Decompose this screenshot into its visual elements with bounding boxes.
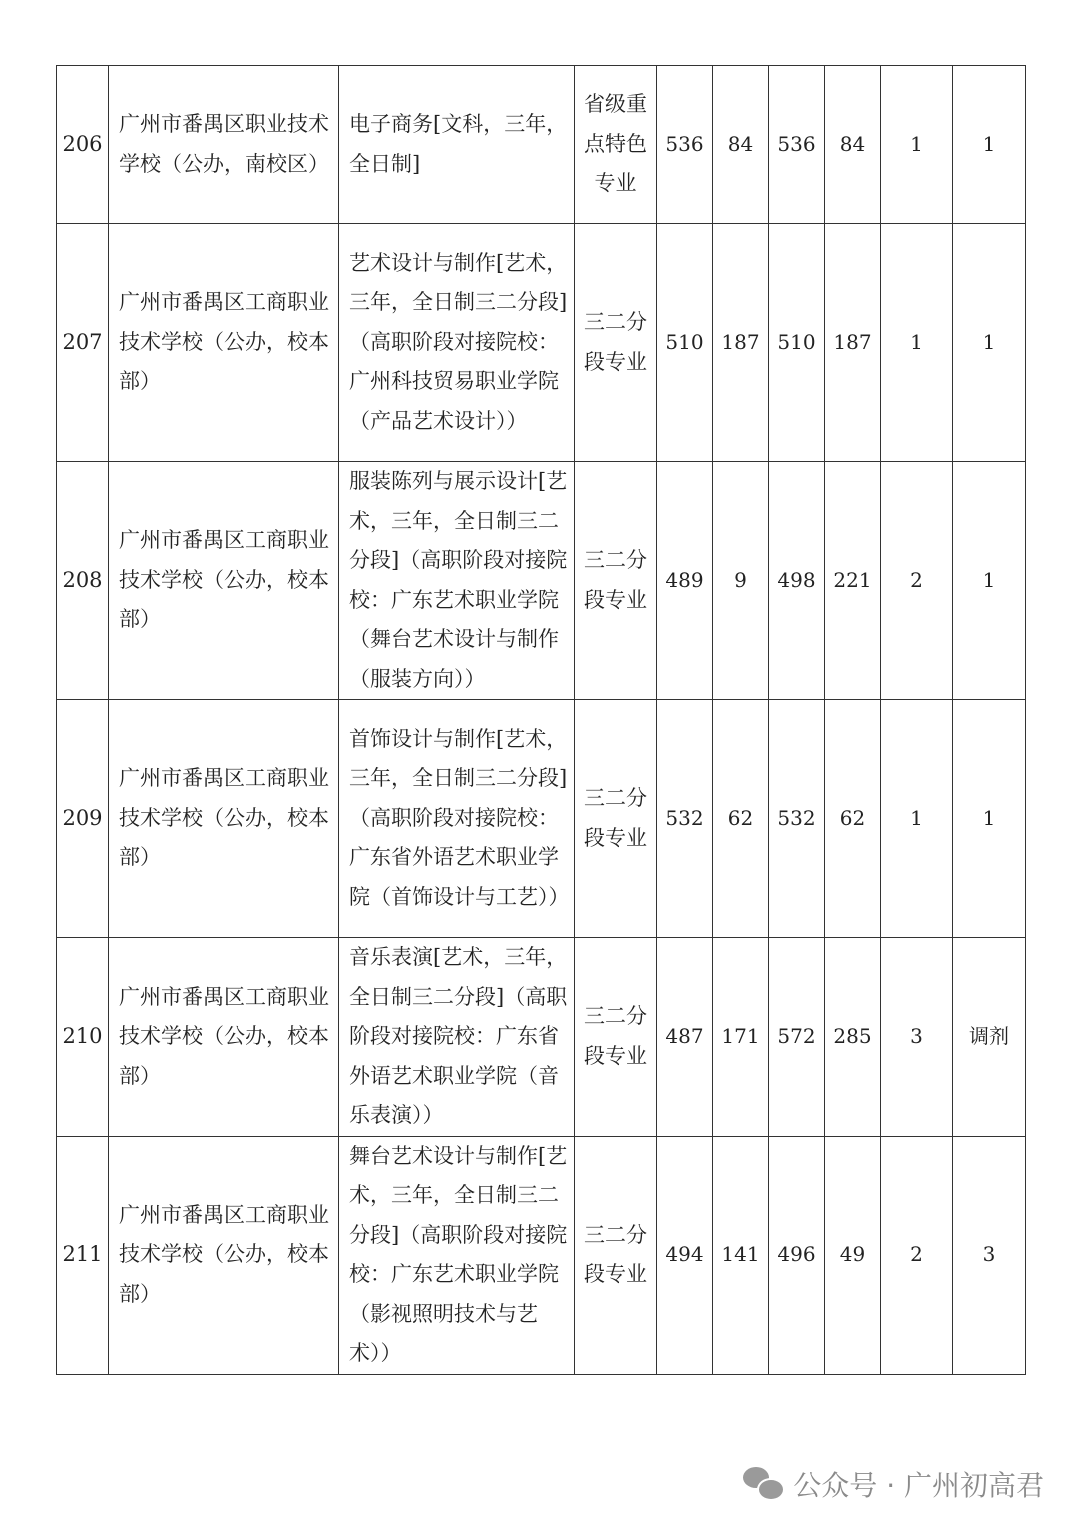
admission-table <box>56 65 1026 1375</box>
score-cell: 489 <box>657 462 713 700</box>
score-cell: 487 <box>657 938 713 1137</box>
score-cell: 62 <box>713 700 769 938</box>
score-cell: 187 <box>713 224 769 462</box>
count-cell: 3 <box>953 1136 1026 1374</box>
row-number: 210 <box>57 938 109 1137</box>
score-cell: 84 <box>825 66 881 224</box>
count-cell: 1 <box>953 462 1026 700</box>
table-row <box>57 1136 1026 1374</box>
school-name: 广州市番禺区职业技术学校（公办，南校区） <box>109 66 339 224</box>
score-cell: 498 <box>769 462 825 700</box>
major-type: 三二分段专业 <box>575 1136 657 1374</box>
score-cell: 536 <box>657 66 713 224</box>
table-row <box>57 700 1026 938</box>
score-cell: 187 <box>825 224 881 462</box>
admission-table-container <box>56 65 1025 1375</box>
score-cell: 285 <box>825 938 881 1137</box>
score-cell: 532 <box>657 700 713 938</box>
score-cell: 171 <box>713 938 769 1137</box>
major-name: 电子商务[文科，三年，全日制] <box>339 66 575 224</box>
major-name: 服装陈列与展示设计[艺术，三年，全日制三二分段]（高职阶段对接院校：广东艺术职业学院（舞台艺术设计与制作（服装方向）） <box>339 462 575 700</box>
row-number: 207 <box>57 224 109 462</box>
count-cell: 1 <box>953 700 1026 938</box>
row-number: 209 <box>57 700 109 938</box>
table-row <box>57 462 1026 700</box>
wechat-watermark <box>743 1462 1044 1506</box>
watermark-label: 公众号 · 广州初高君 <box>793 1469 1044 1502</box>
school-name: 广州市番禺区工商职业技术学校（公办，校本部） <box>109 700 339 938</box>
count-cell: 调剂 <box>953 938 1026 1137</box>
major-type: 三二分段专业 <box>575 938 657 1137</box>
wechat-icon <box>743 1467 783 1501</box>
count-cell: 2 <box>881 462 953 700</box>
major-type: 三二分段专业 <box>575 462 657 700</box>
major-type: 三二分段专业 <box>575 700 657 938</box>
major-name: 音乐表演[艺术，三年，全日制三二分段]（高职阶段对接院校：广东省外语艺术职业学院（音乐表演）） <box>339 938 575 1137</box>
count-cell: 1 <box>953 66 1026 224</box>
count-cell: 1 <box>881 224 953 462</box>
score-cell: 9 <box>713 462 769 700</box>
score-cell: 84 <box>713 66 769 224</box>
count-cell: 1 <box>953 224 1026 462</box>
score-cell: 510 <box>657 224 713 462</box>
school-name: 广州市番禺区工商职业技术学校（公办，校本部） <box>109 1136 339 1374</box>
count-cell: 2 <box>881 1136 953 1374</box>
major-name: 首饰设计与制作[艺术，三年，全日制三二分段]（高职阶段对接院校：广东省外语艺术职业学院（首饰设计与工艺）） <box>339 700 575 938</box>
row-number: 211 <box>57 1136 109 1374</box>
school-name: 广州市番禺区工商职业技术学校（公办，校本部） <box>109 462 339 700</box>
row-number: 208 <box>57 462 109 700</box>
major-type: 三二分段专业 <box>575 224 657 462</box>
score-cell: 532 <box>769 700 825 938</box>
school-name: 广州市番禺区工商职业技术学校（公办，校本部） <box>109 224 339 462</box>
score-cell: 62 <box>825 700 881 938</box>
score-cell: 141 <box>713 1136 769 1374</box>
table-row <box>57 224 1026 462</box>
count-cell: 1 <box>881 700 953 938</box>
score-cell: 572 <box>769 938 825 1137</box>
table-row <box>57 66 1026 224</box>
row-number: 206 <box>57 66 109 224</box>
score-cell: 221 <box>825 462 881 700</box>
school-name: 广州市番禺区工商职业技术学校（公办，校本部） <box>109 938 339 1137</box>
score-cell: 49 <box>825 1136 881 1374</box>
table-row <box>57 938 1026 1137</box>
score-cell: 496 <box>769 1136 825 1374</box>
score-cell: 494 <box>657 1136 713 1374</box>
major-name: 舞台艺术设计与制作[艺术，三年，全日制三二分段]（高职阶段对接院校：广东艺术职业学院（影视照明技术与艺术）） <box>339 1136 575 1374</box>
score-cell: 536 <box>769 66 825 224</box>
major-name: 艺术设计与制作[艺术，三年，全日制三二分段]（高职阶段对接院校：广州科技贸易职业学院（产品艺术设计）） <box>339 224 575 462</box>
count-cell: 1 <box>881 66 953 224</box>
count-cell: 3 <box>881 938 953 1137</box>
major-type: 省级重点特色专业 <box>575 66 657 224</box>
score-cell: 510 <box>769 224 825 462</box>
